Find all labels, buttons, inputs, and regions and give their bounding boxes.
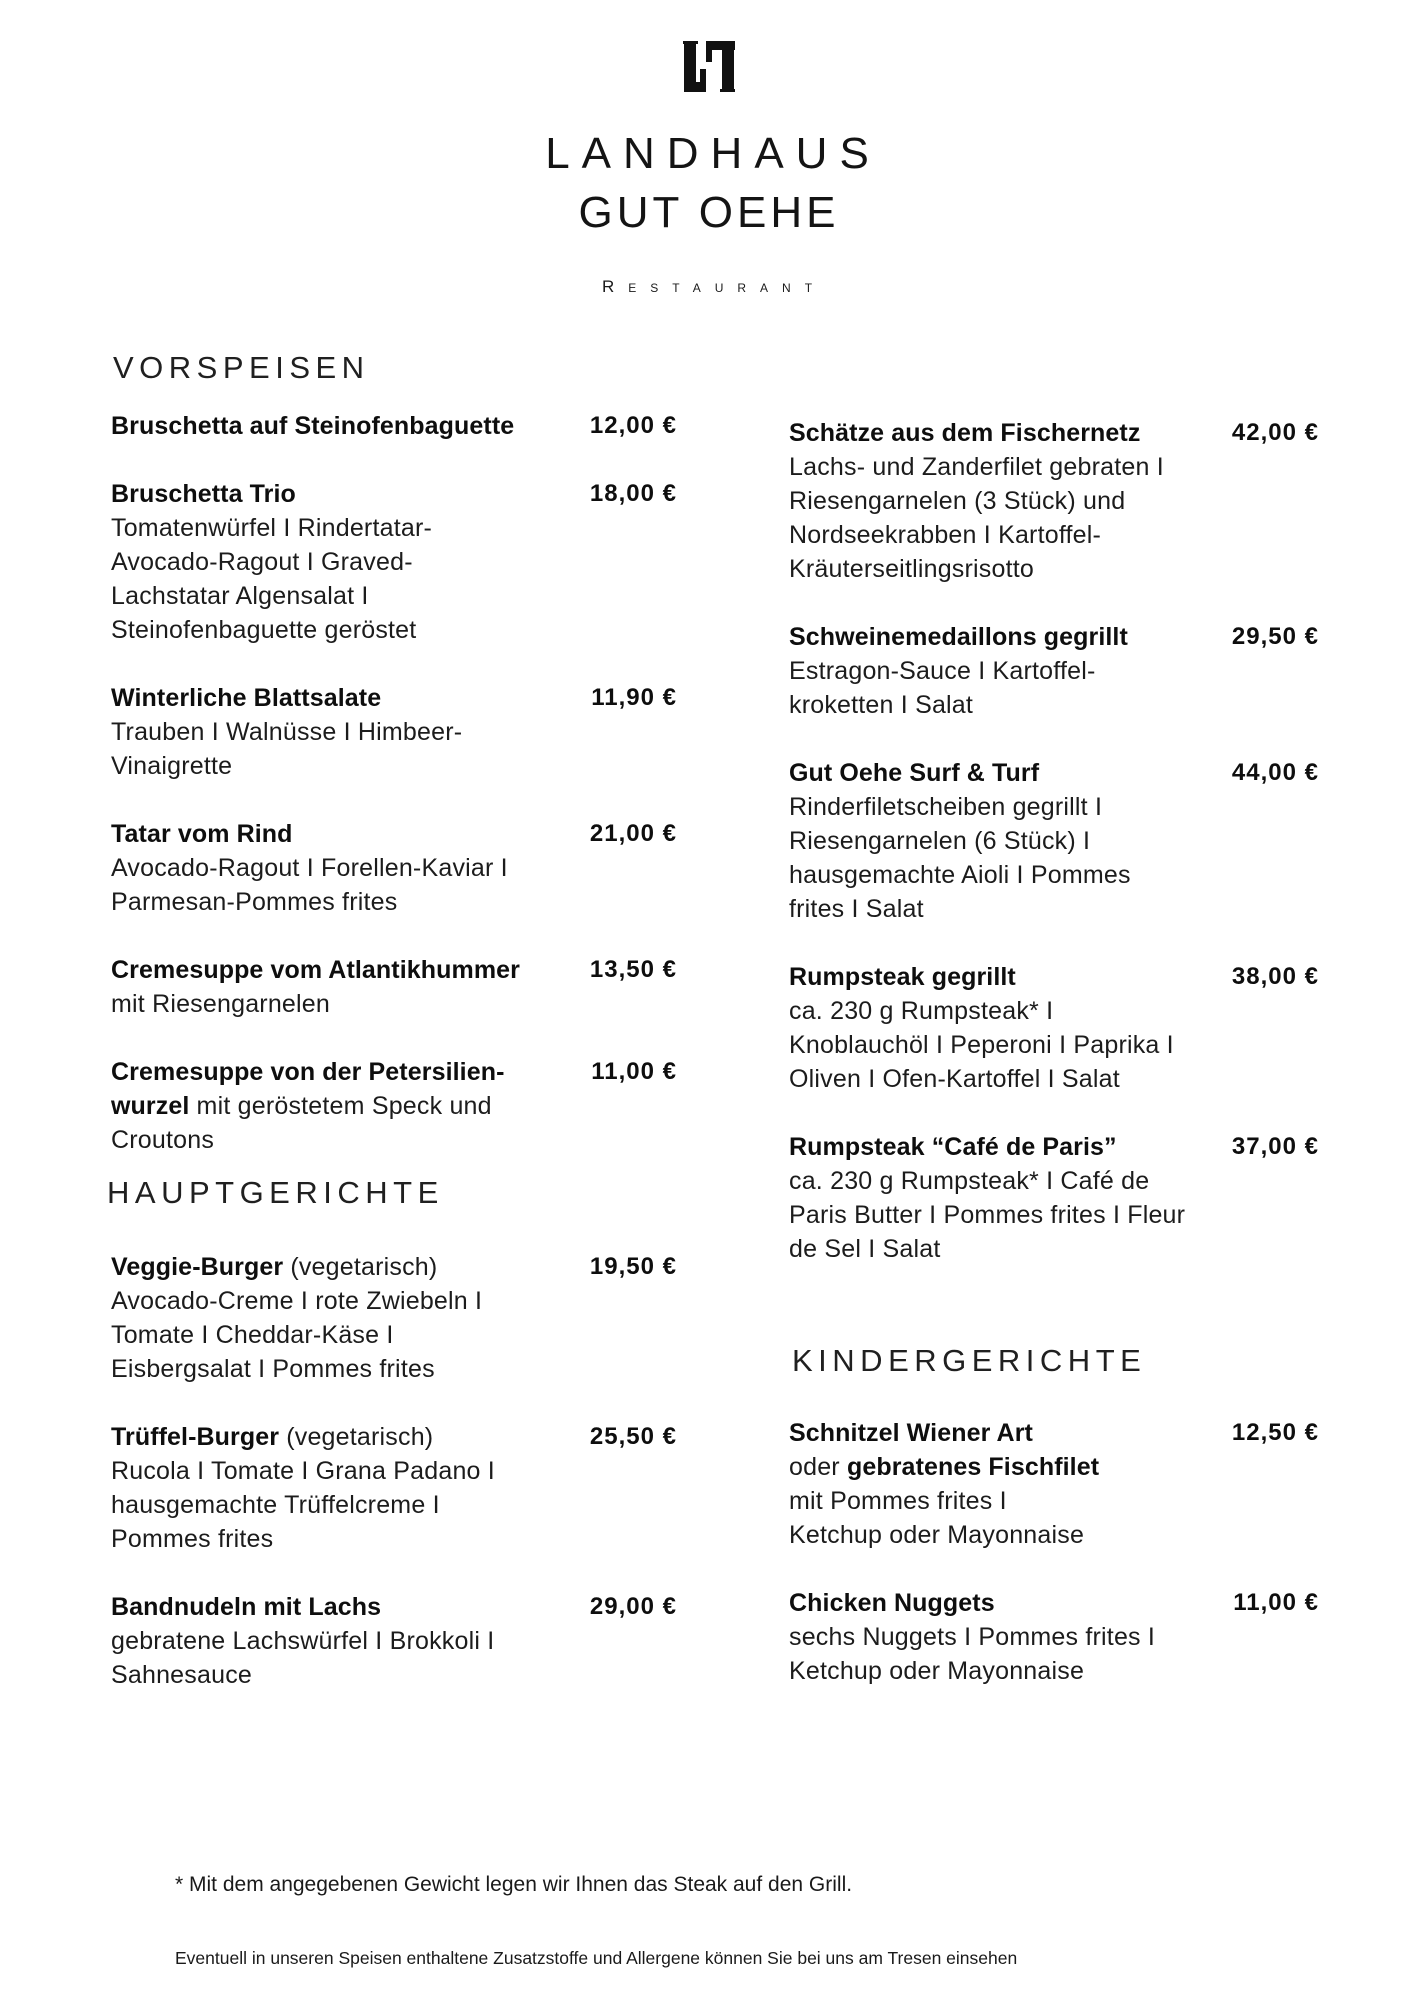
dish-name: wurzel [111, 1092, 190, 1120]
item-description-line [789, 790, 1318, 824]
dish-description: kroketten I Salat [789, 691, 974, 719]
item-description-line [111, 1284, 676, 1318]
dish-description: Sahnesauce [111, 1661, 253, 1689]
dish-description: Vinaigrette [111, 752, 233, 780]
menu-item [111, 1055, 676, 1157]
dish-description: Estragon-Sauce I Kartoffel- [789, 657, 1096, 685]
dish-name: Bruschetta auf Steinofenbaguette [111, 412, 515, 440]
menu-item [789, 756, 1318, 926]
dish-name: Bandnudeln mit Lachs [111, 1593, 382, 1621]
dish-name: Tatar vom Rind [111, 820, 293, 848]
dish-description: Lachs- und Zanderfilet gebraten I [789, 453, 1164, 481]
item-price: 38,00 € [1231, 963, 1319, 990]
item-description-line [789, 858, 1318, 892]
dish-description: hausgemachte Aioli I Pommes [789, 861, 1131, 889]
item-description-line [111, 1658, 676, 1692]
menu-item [789, 416, 1318, 586]
dish-name: Trüffel-Burger [111, 1423, 280, 1451]
dish-description: Pommes frites [111, 1525, 274, 1553]
menu-item [111, 953, 676, 1021]
allergen-notice: Eventuell in unseren Speisen enthaltene Zusatzstoffe und Allergene können Sie bei uns am Tresen einsehen [175, 1948, 1018, 1968]
menu-item [789, 1416, 1318, 1552]
menu-item [111, 1420, 676, 1556]
item-price: 12,50 € [1231, 1419, 1319, 1446]
dish-description: Avocado-Ragout I Forellen-Kaviar I [111, 854, 508, 882]
dish-description: Eisbergsalat I Pommes frites [111, 1355, 435, 1383]
item-price: 19,50 € [589, 1253, 677, 1280]
item-price: 25,50 € [589, 1423, 677, 1450]
dish-name: Rumpsteak “Café de Paris” [789, 1133, 1117, 1161]
item-description-line [789, 1518, 1318, 1552]
dish-description: Croutons [111, 1126, 215, 1154]
item-price: 42,00 € [1231, 419, 1319, 446]
dish-description: sechs Nuggets I Pommes frites I [789, 1623, 1156, 1651]
item-description-line [111, 579, 676, 613]
section-heading: KINDERGERICHTE [792, 1343, 1147, 1378]
dish-description: (vegetarisch) [283, 1253, 438, 1281]
item-description-line [789, 994, 1318, 1028]
item-description-line [789, 484, 1318, 518]
dish-description: hausgemachte Trüffelcreme I [111, 1491, 440, 1519]
logo [683, 41, 735, 92]
dish-name: Chicken Nuggets [789, 1589, 995, 1617]
item-description-line [789, 518, 1318, 552]
menu-item [111, 1250, 676, 1386]
item-price: 11,00 € [591, 1058, 677, 1085]
item-price: 21,00 € [589, 820, 677, 847]
menu-item [111, 817, 676, 919]
dish-description: Avocado-Ragout I Graved- [111, 548, 413, 576]
item-description-line [789, 450, 1318, 484]
item-price: 13,50 € [589, 956, 677, 983]
item-description-line [789, 892, 1318, 926]
dish-description: Paris Butter I Pommes frites I Fleur [789, 1201, 1186, 1229]
dish-name: Bruschetta Trio [111, 480, 296, 508]
item-description-line [789, 688, 1318, 722]
dish-description: Steinofenbaguette geröstet [111, 616, 417, 644]
menu-item-list [789, 1416, 1318, 1722]
dish-description: Rucola I Tomate I Grana Padano I [111, 1457, 495, 1485]
dish-description: Parmesan-Pommes frites [111, 888, 398, 916]
item-description-line [111, 613, 676, 647]
restaurant-name-line-1: LANDHAUS [545, 129, 881, 178]
dish-description: Lachstatar Algensalat I [111, 582, 369, 610]
dish-name: Veggie-Burger [111, 1253, 284, 1281]
menu-item [789, 620, 1318, 722]
item-description-line [789, 1232, 1318, 1266]
dish-description: mit Riesengarnelen [111, 990, 330, 1018]
item-description-line [789, 1450, 1318, 1484]
menu-item [789, 1130, 1318, 1266]
item-description-line [111, 511, 676, 545]
dish-description: Tomate I Cheddar-Käse I [111, 1321, 394, 1349]
item-description-line [111, 749, 676, 783]
item-description-line [111, 1488, 676, 1522]
dish-name: Cremesuppe vom Atlantikhummer [111, 956, 521, 984]
item-description-line [111, 715, 676, 749]
dish-description: de Sel I Salat [789, 1235, 941, 1263]
item-description-line [789, 552, 1318, 586]
item-price: 29,50 € [1231, 623, 1319, 650]
dish-description: Knoblauchöl I Peperoni I Paprika I [789, 1031, 1174, 1059]
item-description-line [789, 1620, 1318, 1654]
dish-name: gebratenes Fischfilet [846, 1453, 1100, 1481]
dish-description: Ketchup oder Mayonnaise [789, 1521, 1085, 1549]
menu-item [111, 477, 676, 647]
item-description-line [111, 851, 676, 885]
item-description-line [789, 1198, 1318, 1232]
dish-description: ca. 230 g Rumpsteak* I [789, 997, 1054, 1025]
dish-name: Cremesuppe von der Petersilien- [111, 1058, 505, 1086]
item-description-line [111, 1318, 676, 1352]
item-price: 29,00 € [589, 1593, 677, 1620]
dish-description: Tomatenwürfel I Rindertatar- [111, 514, 433, 542]
dish-name: Schnitzel Wiener Art [789, 1419, 1033, 1447]
item-description-line [789, 1164, 1318, 1198]
item-description-line [111, 1522, 676, 1556]
item-description-line [111, 1089, 676, 1123]
item-price: 12,00 € [589, 412, 677, 439]
item-description-line [111, 1624, 676, 1658]
dish-name: Schweinemedaillons gegrillt [789, 623, 1128, 651]
item-description-line [789, 1028, 1318, 1062]
dish-name: Winterliche Blattsalate [111, 684, 382, 712]
item-price: 11,90 € [591, 684, 677, 711]
dish-description: Rinderfiletscheiben gegrillt I [789, 793, 1103, 821]
item-description-line [789, 1654, 1318, 1688]
item-description-line [111, 1352, 676, 1386]
dish-description: Kräuterseitlingsrisotto [789, 555, 1034, 583]
menu-item [111, 681, 676, 783]
dish-description: (vegetarisch) [279, 1423, 434, 1451]
menu-item-list [789, 416, 1318, 1300]
item-description-line [111, 987, 676, 1021]
item-price: 37,00 € [1231, 1133, 1319, 1160]
item-description-line [111, 885, 676, 919]
dish-description: Nordseekrabben I Kartoffel- [789, 521, 1102, 549]
dish-name: Schätze aus dem Fischernetz [789, 419, 1141, 447]
restaurant-name-line-2: GUT OEHE [578, 188, 840, 237]
menu-item [111, 409, 676, 443]
dish-description: frites I Salat [789, 895, 924, 923]
dish-description: Riesengarnelen (6 Stück) I [789, 827, 1091, 855]
item-price: 11,00 € [1233, 1589, 1319, 1616]
item-description-line [111, 1454, 676, 1488]
dish-description: mit geröstetem Speck und [189, 1092, 492, 1120]
item-description-line [789, 1484, 1318, 1518]
menu-item [789, 960, 1318, 1096]
item-description-line [789, 1062, 1318, 1096]
section-heading: VORSPEISEN [113, 350, 370, 385]
dish-description: mit Pommes frites I [789, 1487, 1007, 1515]
dish-description: Avocado-Creme I rote Zwiebeln I [111, 1287, 483, 1315]
item-description-line [789, 654, 1318, 688]
dish-description: Riesengarnelen (3 Stück) und [789, 487, 1126, 515]
section-heading: HAUPTGERICHTE [107, 1175, 444, 1210]
dish-description: oder [789, 1453, 847, 1481]
dish-name: Gut Oehe Surf & Turf [789, 759, 1040, 787]
dish-description: ca. 230 g Rumpsteak* I Café de [789, 1167, 1150, 1195]
dish-description: Trauben I Walnüsse I Himbeer- [111, 718, 463, 746]
restaurant-subtitle: Restaurant [601, 277, 827, 296]
item-description-line [111, 545, 676, 579]
menu-item [789, 1586, 1318, 1688]
menu-item [111, 1590, 676, 1692]
menu-item-list [111, 1250, 676, 1726]
menu-item-list [111, 409, 676, 1191]
dish-description: Oliven I Ofen-Kartoffel I Salat [789, 1065, 1120, 1093]
dish-description: Ketchup oder Mayonnaise [789, 1657, 1085, 1685]
item-price: 44,00 € [1231, 759, 1319, 786]
item-description-line [789, 824, 1318, 858]
steak-weight-footnote: * Mit dem angegebenen Gewicht legen wir Ihnen das Steak auf den Grill. [175, 1873, 853, 1896]
dish-description: gebratene Lachswürfel I Brokkoli I [111, 1627, 495, 1655]
lh-monogram-icon [683, 41, 735, 92]
item-description-line [111, 1123, 676, 1157]
item-price: 18,00 € [589, 480, 677, 507]
dish-name: Rumpsteak gegrillt [789, 963, 1016, 991]
